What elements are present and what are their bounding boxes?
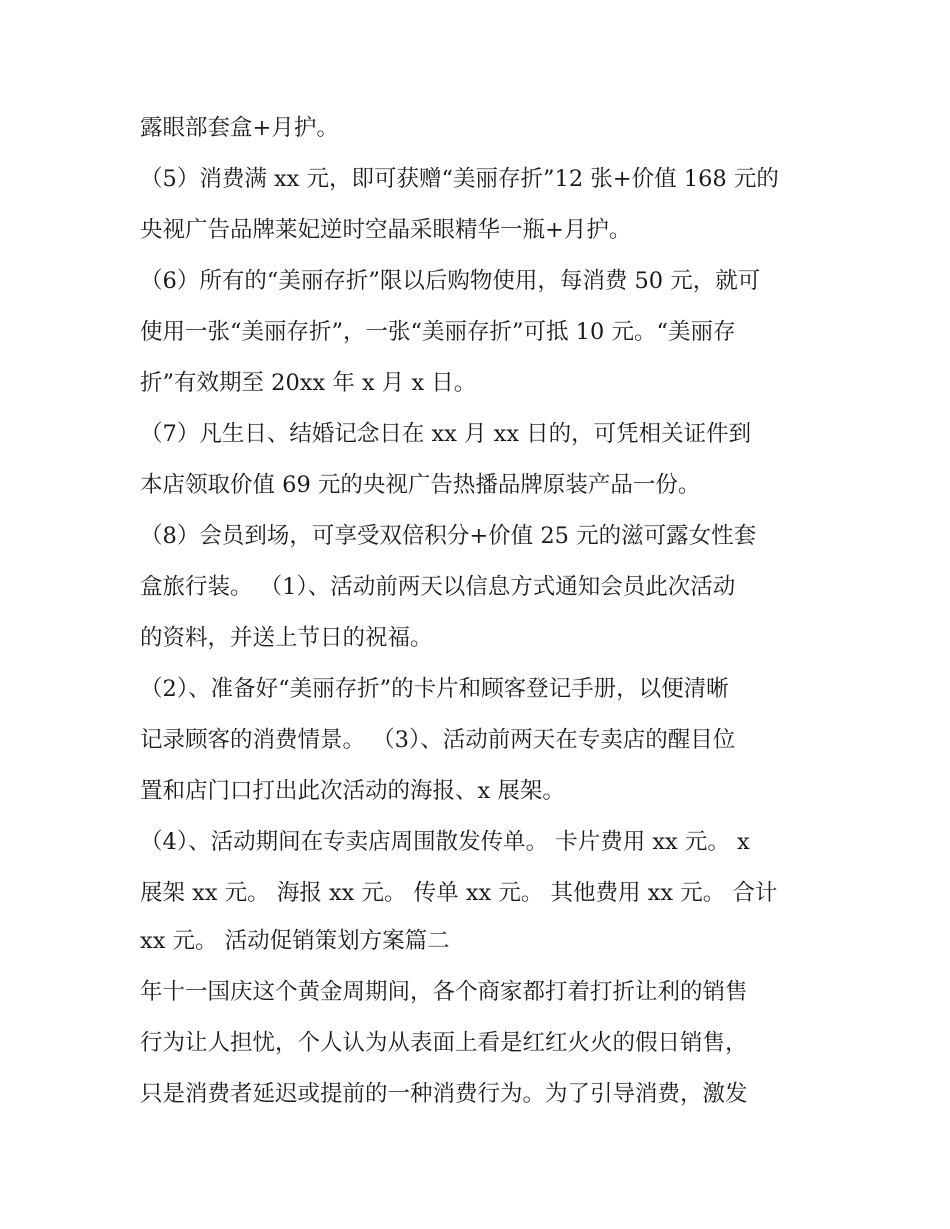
- text-line: （7）凡生日、结婚记念日在 xx 月 xx 日的，可凭相关证件到: [140, 421, 752, 447]
- text-line: 盒旅行装。 （1）、活动前两天以信息方式通知会员此次活动: [140, 574, 736, 600]
- text-line: 只是消费者延迟或提前的一种消费行为。为了引导消费，激发: [140, 1081, 748, 1107]
- text-line: 使用一张“美丽存折”，一张“美丽存折”可抵 10 元。“美丽存: [140, 319, 736, 345]
- text-line: 记录顾客的消费情景。 （3）、活动前两天在专卖店的醒目位: [140, 727, 736, 753]
- text-line: （8）会员到场，可享受双倍积分+价值 25 元的滋可露女性套: [140, 523, 757, 549]
- text-line: 展架 xx 元。 海报 xx 元。 传单 xx 元。 其他费用 xx 元。 合计: [140, 880, 778, 906]
- text-line: 折”有效期至 20xx 年 x 月 x 日。: [140, 370, 477, 396]
- text-line: （2）、准备好“美丽存折”的卡片和顾客登记手册，以便清晰: [140, 676, 729, 702]
- text-line: 露眼部套盒+月护。: [140, 115, 339, 141]
- text-line: xx 元。 活动促销策划方案篇二: [140, 928, 450, 954]
- text-line: （5）消费满 xx 元，即可获赠“美丽存折”12 张+价值 168 元的: [140, 166, 779, 192]
- text-line: 本店领取价值 69 元的央视广告热播品牌原装产品一份。: [140, 472, 701, 498]
- text-line: 行为让人担忧，个人认为从表面上看是红红火火的假日销售，: [140, 1030, 748, 1056]
- text-line: 的资料，并送上节日的祝福。: [140, 625, 433, 651]
- text-line: 年十一国庆这个黄金周期间，各个商家都打着打折让利的销售: [140, 979, 748, 1005]
- text-line: （4）、活动期间在专卖店周围散发传单。 卡片费用 xx 元。 x: [140, 829, 750, 855]
- text-line: （6）所有的“美丽存折”限以后购物使用，每消费 50 元，就可: [140, 268, 761, 294]
- text-line: 置和店门口打出此次活动的海报、x 展架。: [140, 778, 565, 804]
- text-line: 央视广告品牌莱妃逆时空晶采眼精华一瓶+月护。: [140, 217, 632, 243]
